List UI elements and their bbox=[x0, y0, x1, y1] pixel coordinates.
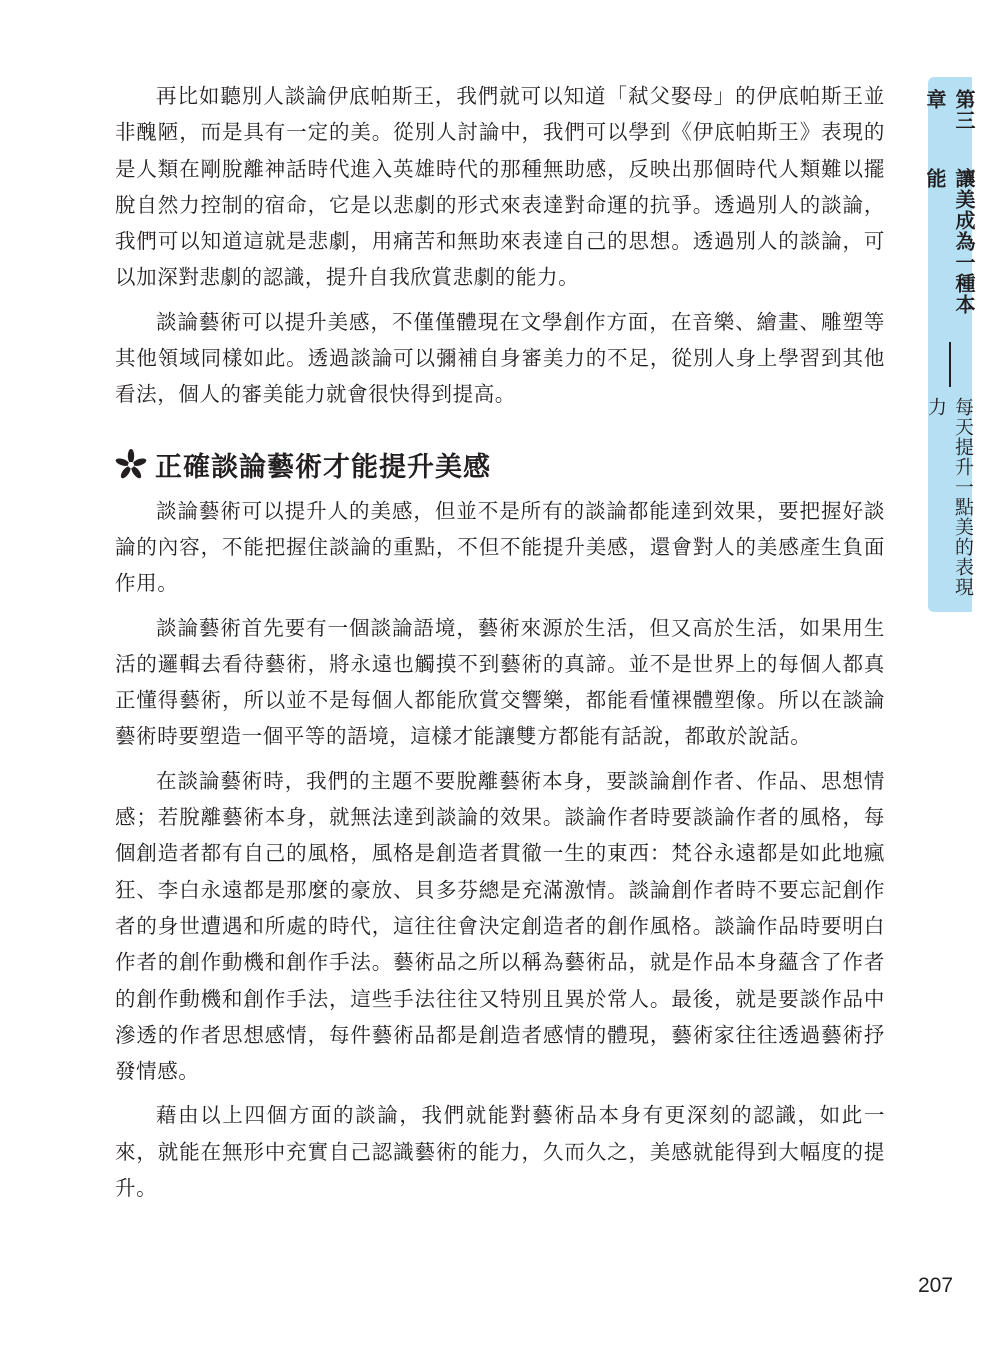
paragraph-conclusion: 藉由以上四個方面的談論，我們就能對藝術品本身有更深刻的認識，如此一來，就能在無形中充實自己認識藝術的能力，久而久之，美感就能得到大幅度的提升。 bbox=[115, 1103, 885, 1201]
main-text-column bbox=[115, 78, 885, 1214]
page-number: 207 bbox=[918, 1274, 954, 1297]
paragraph-oedipus: 再比如聽別人談論伊底帕斯王，我們就可以知道「弒父娶母」的伊底帕斯王並非醜陋，而是具有一定的美。從別人討論中，我們可以學到《伊底帕斯王》表現的是人類在剛脫離神話時代進入英雄時代的那種無助感，反映出那個時代人類難以擺脫自然力控制的宿命，它是以悲劇的形式來表達對命運的抗爭。透過別人的談論，我們可以知道這就是悲劇，用痛苦和無助來表達自己的思想。透過別人的談論，可以加深對悲劇的認識，提升自我欣賞悲劇的能力。 bbox=[115, 84, 885, 290]
book-subtitle: 每天提升一點美的表現力 bbox=[925, 397, 974, 598]
paragraph-intro: 談論藝術可以提升人的美感，但並不是所有的談論都能達到效果，要把握好談論的內容，不能把握住談論的重點，不但不能提升美感，還會對人的美感產生負面作用。 bbox=[115, 498, 885, 596]
chapter-number: 第三章 bbox=[923, 89, 976, 131]
paragraph-context: 談論藝術首先要有一個談論語境，藝術來源於生活，但又高於生活，如果用生活的邏輯去看待藝術，將永遠也觸摸不到藝術的真諦。並不是世界上的每個人都真正懂得藝術，所以並不是每個人都能欣賞交響樂，都能看懂裸體塑像。所以在談論藝術時要塑造一個平等的語境，這樣才能讓雙方都能有話說，都敢於說話。 bbox=[115, 615, 885, 749]
chapter-side-tab bbox=[923, 77, 976, 612]
section-heading-text: 正確談論藝術才能提升美感 bbox=[155, 452, 491, 484]
paragraph-theme: 在談論藝術時，我們的主題不要脫離藝術本身，要談論創作者、作品、思想情感；若脫離藝術本身，就無法達到談論的效果。談論作者時要談論作者的風格，每個創造者都有自己的風格，風格是創造者貫徹一生的東西：梵谷永遠都是如此地瘋狂、李白永遠都是那麼的豪放、貝多芬總是充滿激情。談論創作者時不要忘記創作者的身世遭遇和所處的時代，這往往會決定創造者的創作風格。談論作品時要明白作者的創作動機和創作手法。藝術品之所以稱為藝術品，就是作品本身蘊含了作者的創作動機和創作手法，這些手法往往又特別且異於常人。最後，就是要談作品中滲透的作者思想感情，每件藝術品都是創造者感情的體現，藝術家往往透過藝術抒發情感。 bbox=[115, 768, 885, 1084]
paragraph-aesthetic-improvement: 談論藝術可以提升美感，不僅僅體現在文學創作方面，在音樂、繪畫、雕塑等其他領域同樣如此。透過談論可以彌補自身審美力的不足，從別人身上學習到其他看法，個人的審美能力就會很快得到提高。 bbox=[115, 309, 885, 407]
asterisk-flower-icon bbox=[115, 449, 147, 481]
chapter-title: 讓美成為一種本能 bbox=[923, 168, 976, 316]
tab-divider bbox=[949, 342, 951, 387]
section-heading bbox=[115, 441, 885, 489]
